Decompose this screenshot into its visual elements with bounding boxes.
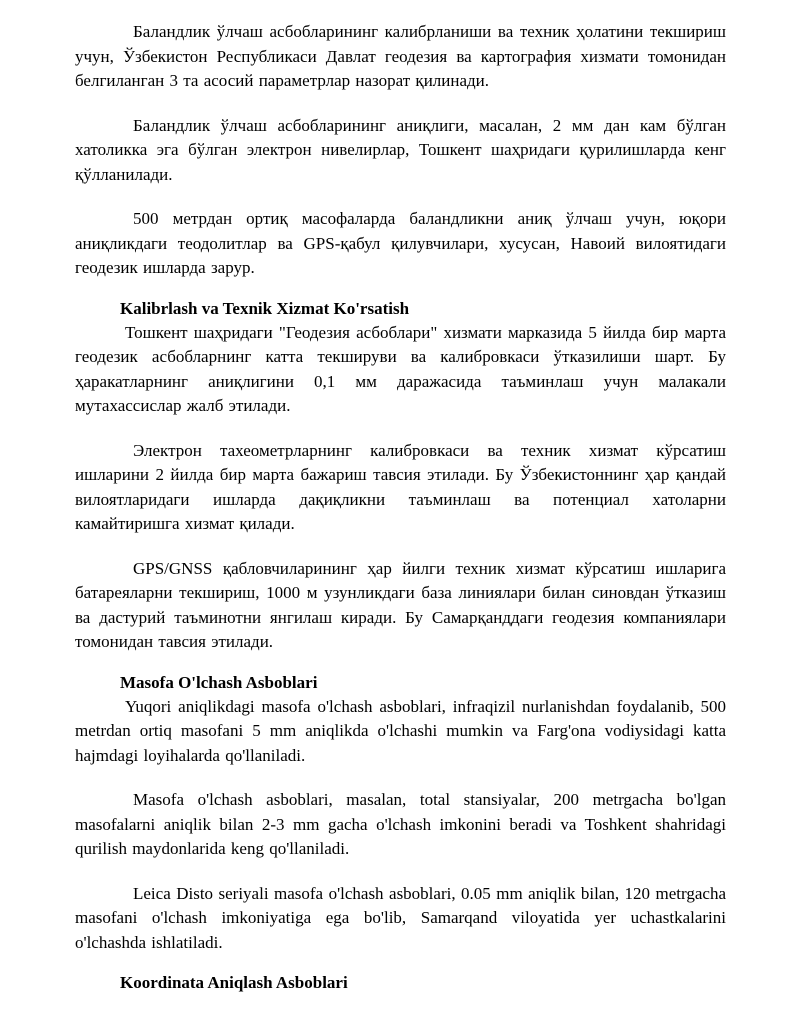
paragraph: Баландлик ўлчаш асбобларининг аниқлиги, масалан, 2 мм дан кам бўлган хатоликка эга бўлган электрон нивелирлар, Тошкент шаҳридаги қурилишларда кенг қўлланилади. [75,115,726,184]
document-page [75,20,726,995]
paragraph: GPS/GNSS қабловчиларининг ҳар йилги техник хизмат кўрсатиш ишларига батареяларни текшириш, 1000 м узунликдаги база линиялари билан синовдан ўтказиш ва дастурий таъминотни янгилаш киради. Бу Самарқанддаги геодезия компаниялари томонидан тавсия этилади. [75,558,726,651]
section-heading: Kalibrlash va Texnik Xizmat Ko'rsatish [120,298,410,318]
paragraph: 500 метрдан ортиқ масофаларда баландликни аниқ ўлчаш учун, юқори аниқликдаги теодолитлар ва GPS-қабул қилувчилари, хусусан, Навоий вилоятидаги геодезик ишларда зарур. [75,209,726,277]
paragraph: Баландлик ўлчаш асбобларининг калибрланиши ва техник ҳолатини текшириш учун, Ўзбекистон Республикаси Давлат геодезия ва картография хизмати томонидан белгиланган 3 та асосий параметрлар назорат қилинади. [75,22,726,90]
section-heading: Masofa O'lchash Asboblari [120,672,318,692]
section-heading: Koordinata Aniqlash Asboblari [120,973,348,992]
paragraph: Leica Disto seriyali masofa o'lchash asboblari, 0.05 mm aniqlik bilan, 120 metrgacha masofani o'lchash imkoniyatiga ega bo'lib, Samarqand viloyatida yer uchastkalarini o'lchashda ishlatiladi. [75,883,726,952]
paragraph: Yuqori aniqlikdagi masofa o'lchash asboblari, infraqizil nurlanishdan foydalanib, 500 metrdan ortiq masofani 5 mm aniqlikda o'lchashi mumkin va Farg'ona vodiysidagi katta hajmdagi loyihalarda qo'llaniladi. [75,696,726,765]
paragraph: Masofa o'lchash asboblari, masalan, total stansiyalar, 200 metrgacha bo'lgan masofalarni aniqlik bilan 2-3 mm gacha o'lchash imkonini beradi va Toshkent shahridagi qurilish maydonlarida keng qo'llaniladi. [75,790,726,858]
paragraph: Электрон тахеометрларнинг калибровкаси ва техник хизмат кўрсатиш ишларини 2 йилда бир марта бажариш тавсия этилади. Бу Ўзбекистоннинг ҳар қандай вилоятларидаги ишларда дақиқликни таъминлаш ва потенциал хатоларни камайтиришга хизмат қилади. [75,440,726,533]
paragraph: Тошкент шаҳридаги "Геодезия асбоблари" хизмати марказида 5 йилда бир марта геодезик асбобларнинг катта текшируви ва калибровкаси ўтказилиши шарт. Бу ҳаракатларнинг аниқлигини 0,1 мм даражасида таъминлаш учун малакали мутахассислар жалб этилади. [75,322,726,415]
